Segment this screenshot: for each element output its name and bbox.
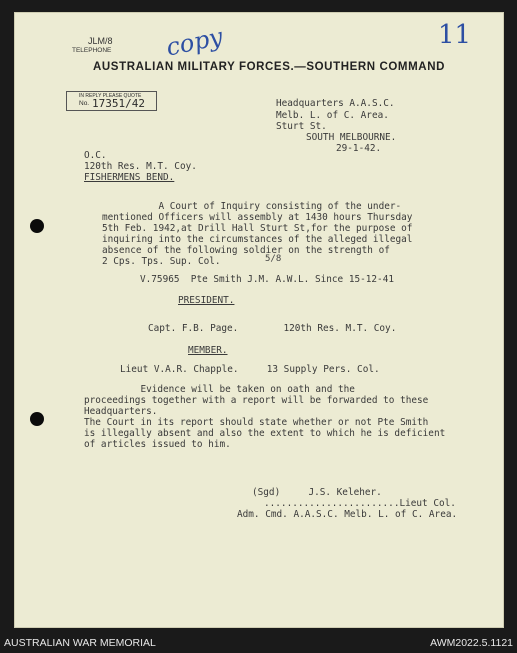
punch-hole-top (30, 219, 44, 233)
footer-accession-number: AWM2022.5.1121 (430, 637, 513, 649)
date-line: 29-1-42. (336, 143, 382, 154)
president-line: Capt. F.B. Page. 120th Res. M.T. Coy. (148, 323, 397, 334)
file-reference: JLM/8 (88, 36, 113, 46)
body-line: The Court in its report should state whether or not Pte Smith (84, 417, 429, 428)
body-line: of articles issued to him. (84, 439, 231, 450)
body-line: proceedings together with a report will be forwarded to these (84, 395, 429, 406)
reference-caption: IN REPLY PLEASE QUOTE (79, 93, 142, 99)
footer-institution: AUSTRALIAN WAR MEMORIAL (4, 637, 156, 649)
body-line: 2 Cps. Tps. Sup. Col. (102, 256, 221, 267)
reference-box (66, 91, 157, 111)
addressee-line: 120th Res. M.T. Coy. (84, 161, 197, 172)
punch-hole-bottom (30, 412, 44, 426)
body-line: is illegally absent and also the extent to which he is deficient (84, 428, 446, 439)
telephone-label: TELEPHONE (72, 47, 112, 54)
reference-no-label: No. (79, 100, 90, 107)
signature-line: (Sgd) J.S. Keleher. (252, 487, 382, 498)
body-line: 5th Feb. 1942,at Drill Hall Sturt St,for the purpose of (102, 223, 413, 234)
sender-line: Sturt St. (276, 121, 327, 132)
addressee-location: FISHERMENS BEND. (84, 172, 175, 183)
body-line: A Court of Inquiry consisting of the under- (102, 201, 402, 212)
body-line: mentioned Officers will assembly at 1430 hours Thursday (102, 212, 413, 223)
copy-handwritten-mark: copy (163, 22, 226, 62)
sender-line: Headquarters A.A.S.C. (276, 98, 395, 109)
addressee-line: O.C. (84, 150, 107, 161)
margin-note: 5/8 (265, 254, 282, 264)
body-line: Headquarters. (84, 406, 158, 417)
page-number-handwritten: 11 (438, 20, 472, 50)
member-heading: MEMBER. (188, 345, 228, 356)
reference-number: 17351/42 (92, 97, 145, 110)
signature-title-line: Adm. Cmd. A.A.S.C. Melb. L. of C. Area. (237, 509, 458, 520)
sender-line: SOUTH MELBOURNE. (306, 132, 397, 143)
sender-line: Melb. L. of C. Area. (276, 110, 389, 121)
president-heading: PRESIDENT. (178, 295, 235, 306)
signature-rank-line: ........................Lieut Col. (264, 498, 456, 509)
letterhead-title: AUSTRALIAN MILITARY FORCES.—SOUTHERN COMMAND (93, 61, 446, 73)
member-line: Lieut V.A.R. Chapple. 13 Supply Pers. Col. (120, 364, 380, 375)
body-line: absence of the following soldier on the strength of (102, 245, 390, 256)
body-line: inquiring into the circumstances of the alleged illegal (102, 234, 413, 245)
soldier-line: V.75965 Pte Smith J.M. A.W.L. Since 15-12-41 (140, 274, 394, 285)
body-line: Evidence will be taken on oath and the (84, 384, 355, 395)
